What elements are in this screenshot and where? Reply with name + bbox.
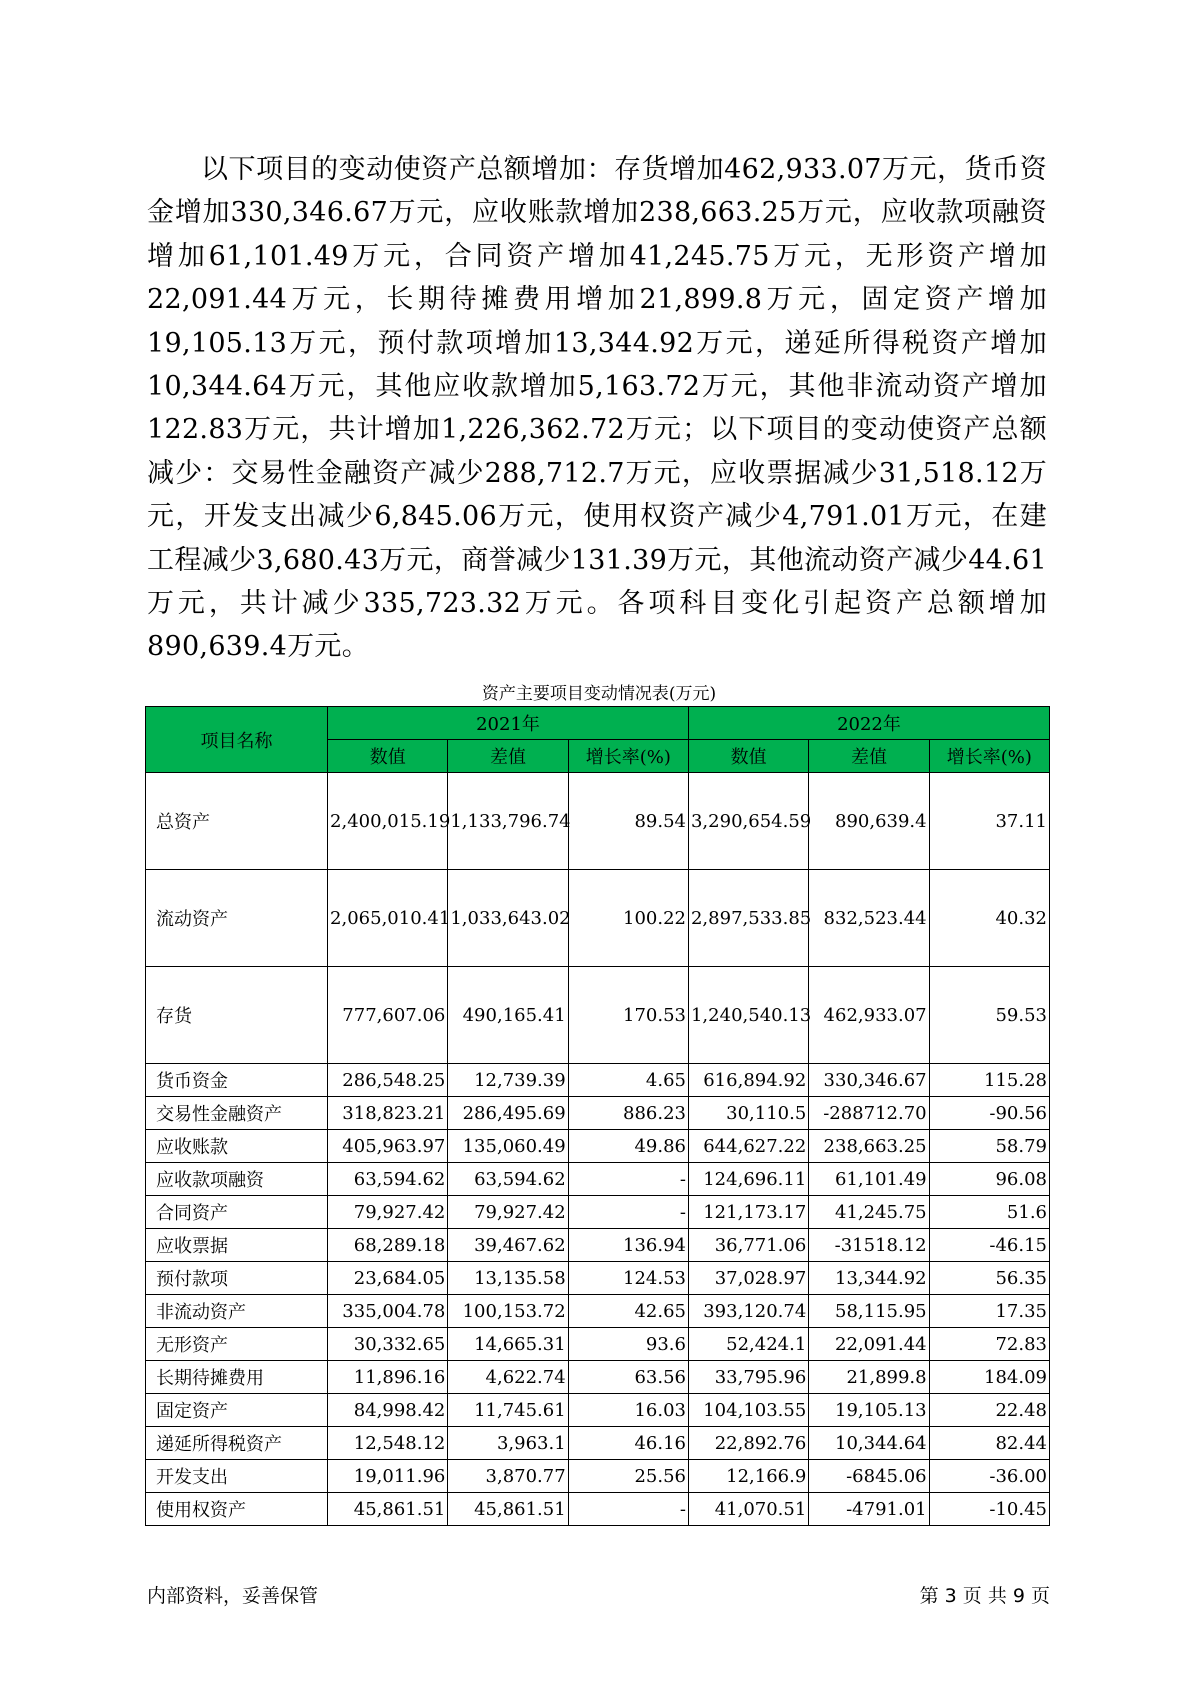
table-row (146, 1328, 1050, 1361)
cell-v2: 36,771.06 (688, 1229, 808, 1262)
cell-name: 交易性金融资产 (146, 1097, 328, 1130)
cell-v1: 286,548.25 (328, 1064, 448, 1097)
cell-d2: 13,344.92 (809, 1262, 929, 1295)
cell-r2: 184.09 (929, 1361, 1049, 1394)
table-row (146, 1130, 1050, 1163)
cell-r2: 58.79 (929, 1130, 1049, 1163)
cell-d1: 1,033,643.02 (448, 870, 568, 967)
cell-r2: 72.83 (929, 1328, 1049, 1361)
cell-d2: 22,091.44 (809, 1328, 929, 1361)
cell-name: 合同资产 (146, 1196, 328, 1229)
cell-d1: 4,622.74 (448, 1361, 568, 1394)
cell-v1: 19,011.96 (328, 1460, 448, 1493)
table-row (146, 773, 1050, 870)
cell-r2: 56.35 (929, 1262, 1049, 1295)
cell-d1: 63,594.62 (448, 1163, 568, 1196)
cell-d2: -4791.01 (809, 1493, 929, 1526)
cell-v1: 68,289.18 (328, 1229, 448, 1262)
footer-page-number: 第 3 页 共 9 页 (919, 1585, 1050, 1607)
cell-d1: 45,861.51 (448, 1493, 568, 1526)
cell-r1: 16.03 (568, 1394, 688, 1427)
cell-d2: -288712.70 (809, 1097, 929, 1130)
cell-d2: 330,346.67 (809, 1064, 929, 1097)
cell-v1: 12,548.12 (328, 1427, 448, 1460)
header-year-2022: 2022年 (688, 707, 1049, 740)
table-row (146, 1196, 1050, 1229)
table-row (146, 870, 1050, 967)
header-rate-2021: 增长率(%) (568, 740, 688, 773)
cell-r1: 170.53 (568, 967, 688, 1064)
table-row (146, 1295, 1050, 1328)
cell-name: 货币资金 (146, 1064, 328, 1097)
cell-r2: 51.6 (929, 1196, 1049, 1229)
summary-paragraph: 以下项目的变动使资产总额增加：存货增加462,933.07万元，货币资金增加330,346.67万元，应收账款增加238,663.25万元，应收款项融资增加61,101.49万元，合同资产增加41,245.75万元，无形资产增加22,091.44万元，长期待摊费用增加21,899.8万元，固定资产增加19,105.13万元，预付款项增加13,344.92万元，递延所得税资产增加10,344.64万元，其他应收款增加5,163.72万元，其他非流动资产增加122.83万元，共计增加1,226,362.72万元；以下项目的变动使资产总额减少：交易性金融资产减少288,712.7万元，应收票据减少31,518.12万元，开发支出减少6,845.06万元，使用权资产减少4,791.01万元，在建工程减少3,680.43万元，商誉减少131.39万元，其他流动资产减少44.61万元，共计减少335,723.32万元。各项科目变化引起资产总额增加890,639.4万元。 (147, 154, 1047, 663)
cell-d2: 462,933.07 (809, 967, 929, 1064)
cell-d2: 19,105.13 (809, 1394, 929, 1427)
cell-name: 预付款项 (146, 1262, 328, 1295)
cell-r1: 49.86 (568, 1130, 688, 1163)
cell-d2: -31518.12 (809, 1229, 929, 1262)
cell-v2: 104,103.55 (688, 1394, 808, 1427)
cell-r2: 82.44 (929, 1427, 1049, 1460)
cell-name: 开发支出 (146, 1460, 328, 1493)
cell-d1: 14,665.31 (448, 1328, 568, 1361)
cell-v1: 84,998.42 (328, 1394, 448, 1427)
header-item-name: 项目名称 (146, 707, 328, 773)
cell-d1: 286,495.69 (448, 1097, 568, 1130)
cell-v2: 616,894.92 (688, 1064, 808, 1097)
cell-v1: 405,963.97 (328, 1130, 448, 1163)
cell-r2: -90.56 (929, 1097, 1049, 1130)
table-row (146, 967, 1050, 1064)
cell-v2: 30,110.5 (688, 1097, 808, 1130)
header-rate-2022: 增长率(%) (929, 740, 1049, 773)
cell-r1: 25.56 (568, 1460, 688, 1493)
cell-v1: 335,004.78 (328, 1295, 448, 1328)
cell-r1: 89.54 (568, 773, 688, 870)
table-row (146, 1097, 1050, 1130)
cell-r1: - (568, 1196, 688, 1229)
footer-confidential-note: 内部资料，妥善保管 (147, 1585, 319, 1607)
cell-v1: 79,927.42 (328, 1196, 448, 1229)
cell-v2: 124,696.11 (688, 1163, 808, 1196)
cell-r2: 37.11 (929, 773, 1049, 870)
cell-name: 应收款项融资 (146, 1163, 328, 1196)
cell-name: 应收票据 (146, 1229, 328, 1262)
cell-r1: 4.65 (568, 1064, 688, 1097)
cell-r1: 100.22 (568, 870, 688, 967)
cell-r2: -36.00 (929, 1460, 1049, 1493)
cell-d1: 100,153.72 (448, 1295, 568, 1328)
cell-v1: 45,861.51 (328, 1493, 448, 1526)
cell-d2: 238,663.25 (809, 1130, 929, 1163)
table-row (146, 1262, 1050, 1295)
asset-change-table (145, 706, 1050, 1526)
cell-r1: 124.53 (568, 1262, 688, 1295)
cell-d2: -6845.06 (809, 1460, 929, 1493)
table-caption: 资产主要项目变动情况表(万元) (481, 684, 717, 704)
table-row (146, 1064, 1050, 1097)
cell-name: 流动资产 (146, 870, 328, 967)
cell-v1: 30,332.65 (328, 1328, 448, 1361)
cell-r2: -10.45 (929, 1493, 1049, 1526)
cell-r1: 136.94 (568, 1229, 688, 1262)
cell-name: 无形资产 (146, 1328, 328, 1361)
cell-d1: 12,739.39 (448, 1064, 568, 1097)
cell-r1: 63.56 (568, 1361, 688, 1394)
cell-d2: 10,344.64 (809, 1427, 929, 1460)
cell-r2: 22.48 (929, 1394, 1049, 1427)
cell-r2: 115.28 (929, 1064, 1049, 1097)
cell-name: 非流动资产 (146, 1295, 328, 1328)
cell-v2: 37,028.97 (688, 1262, 808, 1295)
cell-v2: 644,627.22 (688, 1130, 808, 1163)
cell-name: 总资产 (146, 773, 328, 870)
cell-d1: 79,927.42 (448, 1196, 568, 1229)
cell-d2: 890,639.4 (809, 773, 929, 870)
header-year-2021: 2021年 (328, 707, 689, 740)
header-value-2021: 数值 (328, 740, 448, 773)
cell-name: 应收账款 (146, 1130, 328, 1163)
cell-d2: 61,101.49 (809, 1163, 929, 1196)
cell-r2: 17.35 (929, 1295, 1049, 1328)
cell-v1: 318,823.21 (328, 1097, 448, 1130)
cell-v1: 777,607.06 (328, 967, 448, 1064)
cell-r1: 46.16 (568, 1427, 688, 1460)
header-value-2022: 数值 (688, 740, 808, 773)
cell-d2: 21,899.8 (809, 1361, 929, 1394)
cell-d2: 58,115.95 (809, 1295, 929, 1328)
cell-r1: 886.23 (568, 1097, 688, 1130)
header-diff-2022: 差值 (809, 740, 929, 773)
table-row (146, 1229, 1050, 1262)
cell-d2: 41,245.75 (809, 1196, 929, 1229)
cell-name: 固定资产 (146, 1394, 328, 1427)
cell-name: 长期待摊费用 (146, 1361, 328, 1394)
cell-d1: 39,467.62 (448, 1229, 568, 1262)
cell-d1: 1,133,796.74 (448, 773, 568, 870)
cell-r2: -46.15 (929, 1229, 1049, 1262)
table-row (146, 1361, 1050, 1394)
cell-r1: - (568, 1493, 688, 1526)
cell-d1: 11,745.61 (448, 1394, 568, 1427)
header-diff-2021: 差值 (448, 740, 568, 773)
cell-v1: 2,065,010.41 (328, 870, 448, 967)
cell-r2: 59.53 (929, 967, 1049, 1064)
cell-r1: - (568, 1163, 688, 1196)
cell-v2: 12,166.9 (688, 1460, 808, 1493)
cell-d1: 3,870.77 (448, 1460, 568, 1493)
cell-v2: 121,173.17 (688, 1196, 808, 1229)
table-body (146, 773, 1050, 1526)
cell-r1: 93.6 (568, 1328, 688, 1361)
cell-v2: 33,795.96 (688, 1361, 808, 1394)
cell-r2: 40.32 (929, 870, 1049, 967)
table-row (146, 1460, 1050, 1493)
cell-d1: 135,060.49 (448, 1130, 568, 1163)
cell-v1: 2,400,015.19 (328, 773, 448, 870)
cell-name: 存货 (146, 967, 328, 1064)
cell-v2: 2,897,533.85 (688, 870, 808, 967)
cell-name: 使用权资产 (146, 1493, 328, 1526)
table-row (146, 1394, 1050, 1427)
cell-v2: 22,892.76 (688, 1427, 808, 1460)
cell-d1: 3,963.1 (448, 1427, 568, 1460)
table-row (146, 1163, 1050, 1196)
cell-v2: 52,424.1 (688, 1328, 808, 1361)
cell-v1: 23,684.05 (328, 1262, 448, 1295)
cell-v1: 11,896.16 (328, 1361, 448, 1394)
cell-v2: 1,240,540.13 (688, 967, 808, 1064)
cell-d2: 832,523.44 (809, 870, 929, 967)
table-row (146, 1427, 1050, 1460)
cell-v2: 41,070.51 (688, 1493, 808, 1526)
cell-v2: 3,290,654.59 (688, 773, 808, 870)
cell-r1: 42.65 (568, 1295, 688, 1328)
table-row (146, 1493, 1050, 1526)
cell-v2: 393,120.74 (688, 1295, 808, 1328)
cell-d1: 13,135.58 (448, 1262, 568, 1295)
cell-v1: 63,594.62 (328, 1163, 448, 1196)
cell-name: 递延所得税资产 (146, 1427, 328, 1460)
cell-r2: 96.08 (929, 1163, 1049, 1196)
cell-d1: 490,165.41 (448, 967, 568, 1064)
